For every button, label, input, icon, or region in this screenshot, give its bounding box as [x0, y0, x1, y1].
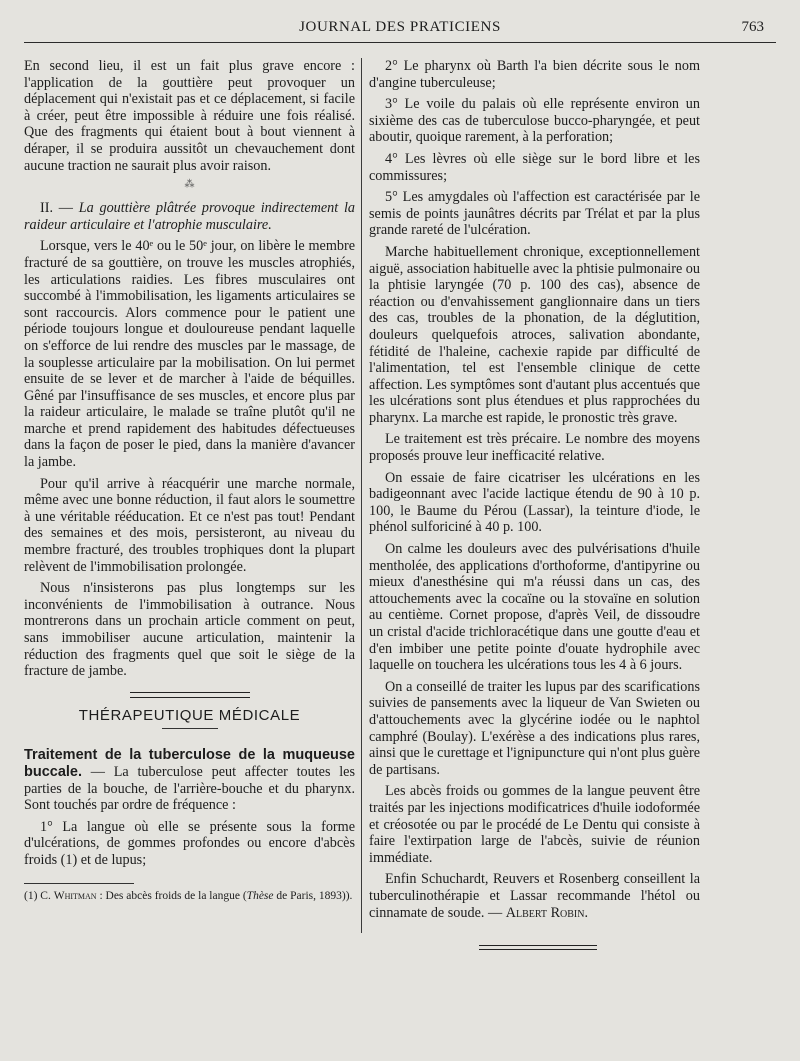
footnote-text: : Des abcès froids de la langue (	[96, 889, 247, 902]
footnote-rule	[24, 883, 134, 884]
paragraph: On calme les douleurs avec des pulvérisations d'huile mentholée, des applications d'orthoforme, d'antipyrine ou mieux d'anesthésine qui m'a réussi dans un cas, des attouchements avec la cocaïne ou la stovaïne en solution au centième. Cornet propose, d'après Veil, de dissoudre un cristal d'acide trichloracétique dans une goutte d'eau et d'en imbiber une petite pointe d'ouate hydrophile avec laquelle on touchera les ulcérations tous les 4 à 6 jours.	[369, 541, 700, 674]
running-header	[24, 16, 776, 43]
paragraph: Le traitement est très précaire. Le nombre des moyens proposés prouve leur inefficacité relative.	[369, 431, 700, 465]
rubric-underline	[162, 728, 218, 729]
journal-title: JOURNAL DES PRATICIENS	[299, 19, 501, 35]
paragraph: On essaie de faire cicatriser les ulcérations en les badigeonnant avec l'acide lactique étendu de 90 à 10 p. 100, le Baume du Pérou (Lassar), la teinture d'iode, le phénol sulforiciné à 40 p. 100.	[369, 469, 700, 536]
rubric-heading: THÉRAPEUTIQUE MÉDICALE	[78, 706, 301, 724]
list-item: 5° Les amygdales où l'affection est caractérisée par le semis de points jaunâtres décrits par Trélat et par la plus grande rareté de l'ulcération.	[369, 189, 700, 239]
article-lead	[24, 747, 355, 813]
footnote-number: (1) C.	[24, 889, 54, 902]
asterism-separator: ⁂	[184, 179, 195, 191]
left-column	[24, 58, 355, 908]
column-divider	[361, 58, 362, 933]
end-of-article-rule	[479, 945, 597, 950]
article-intro: — La tuberculose peut affecter toutes les parties de la bouche, de l'arrière-bouche et du pharynx. Sont touchés par ordre de fréquence :	[24, 763, 355, 814]
paragraph: Les abcès froids ou gommes de la langue peuvent être traités par les injections modificatrices d'huile iodoformée et créosotée ou par le procédé de Le Dentu qui consiste à faire l'extirpation large de l'abcès, suivie de réunion immédiate.	[369, 783, 700, 866]
closing-text: Enfin Schuchardt, Reuvers et Rosenberg conseillent la tuberculinothérapie et Lassar recommande l'hétol ou cinnamate de soude. —	[369, 871, 700, 921]
double-rule-divider	[130, 692, 250, 698]
list-item: 1° La langue où elle se présente sous la forme d'ulcérations, de gommes profondes ou encore d'abcès froids (1) et de lupus;	[24, 818, 355, 868]
paragraph: Marche habituellement chronique, exceptionnellement aiguë, association habituelle avec la phtisie pulmonaire ou la phtisie laryngée (70 p. 100 des cas), absence de réaction ou d'envahissement ganglionnaire dans un tiers des cas, troubles de la phonation, de la déglutition, douleurs quelquefois atroces, salivation abondante, fétidité de l'haleine, cachexie rapide par difficulté de l'alimentation, tel est l'ensemble clinique de cette affection. Les symptômes sont d'autant plus accentués que les ulcérations sont plus étendues et plus rapprochées du pharynx. La marche est rapide, le pronostic très grave.	[369, 243, 700, 426]
footnote	[24, 890, 355, 903]
paragraph: Pour qu'il arrive à réacquérir une marche normale, même avec une bonne réduction, il faut alors le soumettre à une véritable rééducation. Et ce n'est pas tout! Pendant des semaines et des mois, persisteront, au niveau du membre fracturé, des troubles trophiques dont la plupart relèvent de l'immobilisation prolongée.	[24, 475, 355, 575]
page-number: 763	[741, 19, 764, 35]
footnote-end: de Paris, 1893)).	[273, 889, 353, 902]
footnote-italic: Thèse	[246, 889, 274, 902]
section-heading-text: La gouttière plâtrée provoque indirectement la raideur articulaire et l'atrophie musculaire.	[24, 200, 356, 233]
section-heading	[24, 200, 355, 233]
list-item: 2° Le pharynx où Barth l'a bien décrite sous le nom d'angine tuberculeuse;	[369, 58, 700, 91]
paragraph: En second lieu, il est un fait plus grave encore : l'application de la gouttière peut provoquer un déplacement qui n'existait pas et ce déplacement, si facile à créer, peut être impossible à réduire une fois réalisé. Que des fragments qui étaient bout à bout viennent à déraper, il se produira aussitôt un chevauchement dont aucune traction ne saurait plus avoir raison.	[24, 58, 355, 174]
list-item: 4° Les lèvres où elle siège sur le bord libre et les commissures;	[369, 150, 700, 184]
list-item: 3° Le voile du palais où elle représente environ un sixième des cas de tuberculose bucco-pharyngée, et peut aboutir, quoique rarement, à la perforation;	[369, 96, 700, 146]
paragraph: Lorsque, vers le 40ᵉ ou le 50ᵉ jour, on libère le membre fracturé de sa gouttière, on trouve les muscles atrophiés, les articulations raidies. Les fibres musculaires ont succombé à l'immobilisation, les ligaments articulaires se sont raccourcis. Alors commence pour le patient une période toujours longue et douloureuse pendant laquelle on s'efforce de lui rendre des muscles par le massage, de la souplesse articulaire par la mobilisation. On lui permet ensuite de se lever et de marcher à l'aide de béquilles. Gêné par l'insuffisance de ses muscles, et encore plus par la raideur articulaire, le malade se traîne plutôt qu'il ne marche et prend rapidement des habitudes défectueuses dans la façon de poser le pied, dans la manière d'avancer la jambe.	[24, 238, 355, 471]
author-signature: Albert Robin.	[505, 904, 589, 921]
paragraph: Nous n'insisterons pas plus longtemps sur les inconvénients de l'immobilisation à outrance. Nous montrerons dans un prochain article comment on peut, sans immobiliser aucune articulation, maintenir la réduction des fragments quel que soit le siège de la fracture de jambe.	[24, 580, 355, 680]
footnote-author: Whitman	[53, 889, 97, 902]
section-number: II. —	[40, 200, 73, 217]
article-title: Traitement de la tuberculose de la muqueuse buccale.	[24, 747, 355, 780]
right-column	[369, 58, 700, 950]
paragraph: On a conseillé de traiter les lupus par des scarifications suivies de pansements avec la liqueur de Van Swieten ou d'attouchements avec la glycérine iodée ou le naphtol camphré (Boulay). L'exérèse a des indications plus rares, ainsi que le curettage et l'ignipuncture qui n'ont plus guère de partisans.	[369, 678, 700, 778]
closing-paragraph	[369, 871, 700, 921]
